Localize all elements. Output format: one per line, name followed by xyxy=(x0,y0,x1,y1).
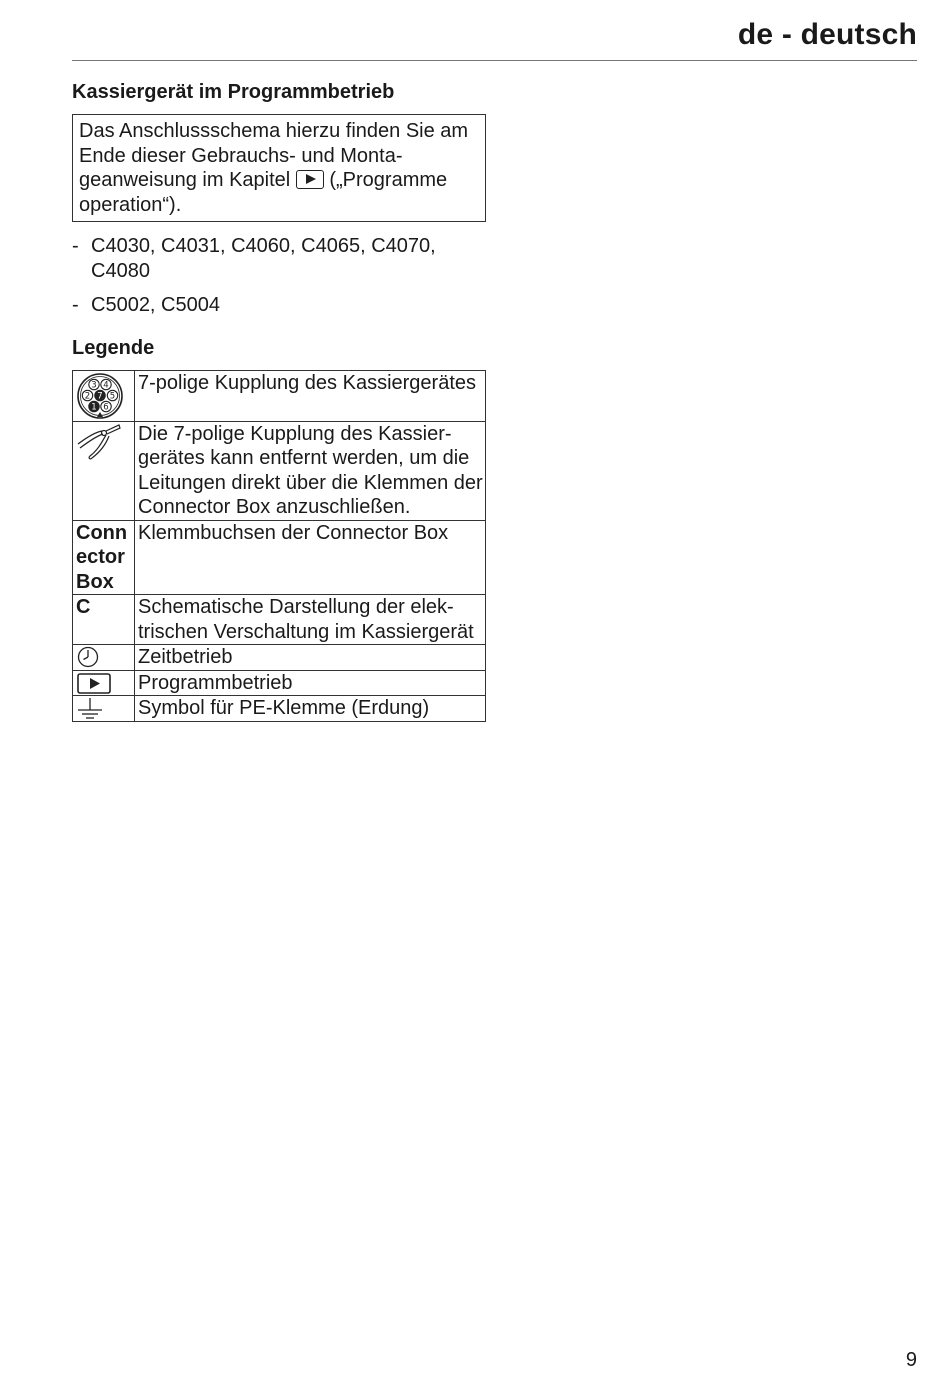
legend-description: Die 7-polige Kupplung des Kassiergerätes kann entfernt werden, um die Leitungen direkt über die Klemmen der Connector Box anzuschließen. xyxy=(135,421,486,520)
page-header-title: de - deutsch xyxy=(737,18,917,51)
connector-pin-label: 1 xyxy=(91,402,97,413)
connector-pin-label: 6 xyxy=(103,402,109,413)
table-row xyxy=(73,645,486,671)
legend-description: Klemmbuchsen der Connector Box xyxy=(135,520,486,595)
note-text-before: Das Anschlussschema hierzu finden Sie am Ende dieser Gebrauchs- und Montageanweisung im Kapitel xyxy=(79,120,469,191)
legend-symbol-cell xyxy=(73,670,135,696)
clock-icon xyxy=(76,645,100,669)
table-row xyxy=(73,595,486,645)
main-column xyxy=(72,78,486,722)
7-pin-connector-icon xyxy=(76,371,126,421)
table-row xyxy=(73,696,486,722)
table-row xyxy=(73,670,486,696)
legend-description: Symbol für PE-Klemme (Erdung) xyxy=(135,696,486,722)
connector-pin-label: 4 xyxy=(103,380,109,391)
connector-pin-label: 3 xyxy=(91,380,97,391)
legend-description: Programmbetrieb xyxy=(135,670,486,696)
legend-heading: Legende xyxy=(72,336,155,359)
table-row xyxy=(73,370,486,421)
play-box-icon xyxy=(76,671,112,695)
model-list xyxy=(72,234,486,318)
note-text-after: („Programme operation“). xyxy=(79,169,448,216)
legend-description: Schematische Darstellung der elektrischen Verschaltung im Kassiergerät xyxy=(135,595,486,645)
legend-table xyxy=(72,370,486,722)
connector-pin-label: 2 xyxy=(84,391,91,402)
section-heading: Kassiergerät im Programmbetrieb xyxy=(72,81,395,103)
legend-symbol-cell xyxy=(73,421,135,520)
legend-symbol-text: Conn ector Box xyxy=(73,520,135,595)
legend-symbol-text: C xyxy=(73,595,135,645)
connector-pin-label: 7 xyxy=(97,391,103,402)
table-row xyxy=(73,520,486,595)
legend-description: 7-polige Kupplung des Kassiergerätes xyxy=(135,370,486,421)
play-box-icon xyxy=(296,170,324,189)
list-item: - C4030, C4031, C4060, C4065, C4070, C4080 xyxy=(72,234,486,283)
legend-symbol-cell xyxy=(73,645,135,671)
header-divider xyxy=(72,60,917,61)
legend-description: Zeitbetrieb xyxy=(135,645,486,671)
table-row xyxy=(73,421,486,520)
legend-symbol-cell xyxy=(73,696,135,722)
list-item: - C5002, C5004 xyxy=(72,293,486,318)
connector-pin-label: 5 xyxy=(109,391,116,402)
legend-symbol-cell xyxy=(73,370,135,421)
ground-icon xyxy=(76,696,106,720)
page-number: 9 xyxy=(905,1349,917,1371)
note-box xyxy=(72,114,486,222)
pliers-icon xyxy=(76,422,126,462)
